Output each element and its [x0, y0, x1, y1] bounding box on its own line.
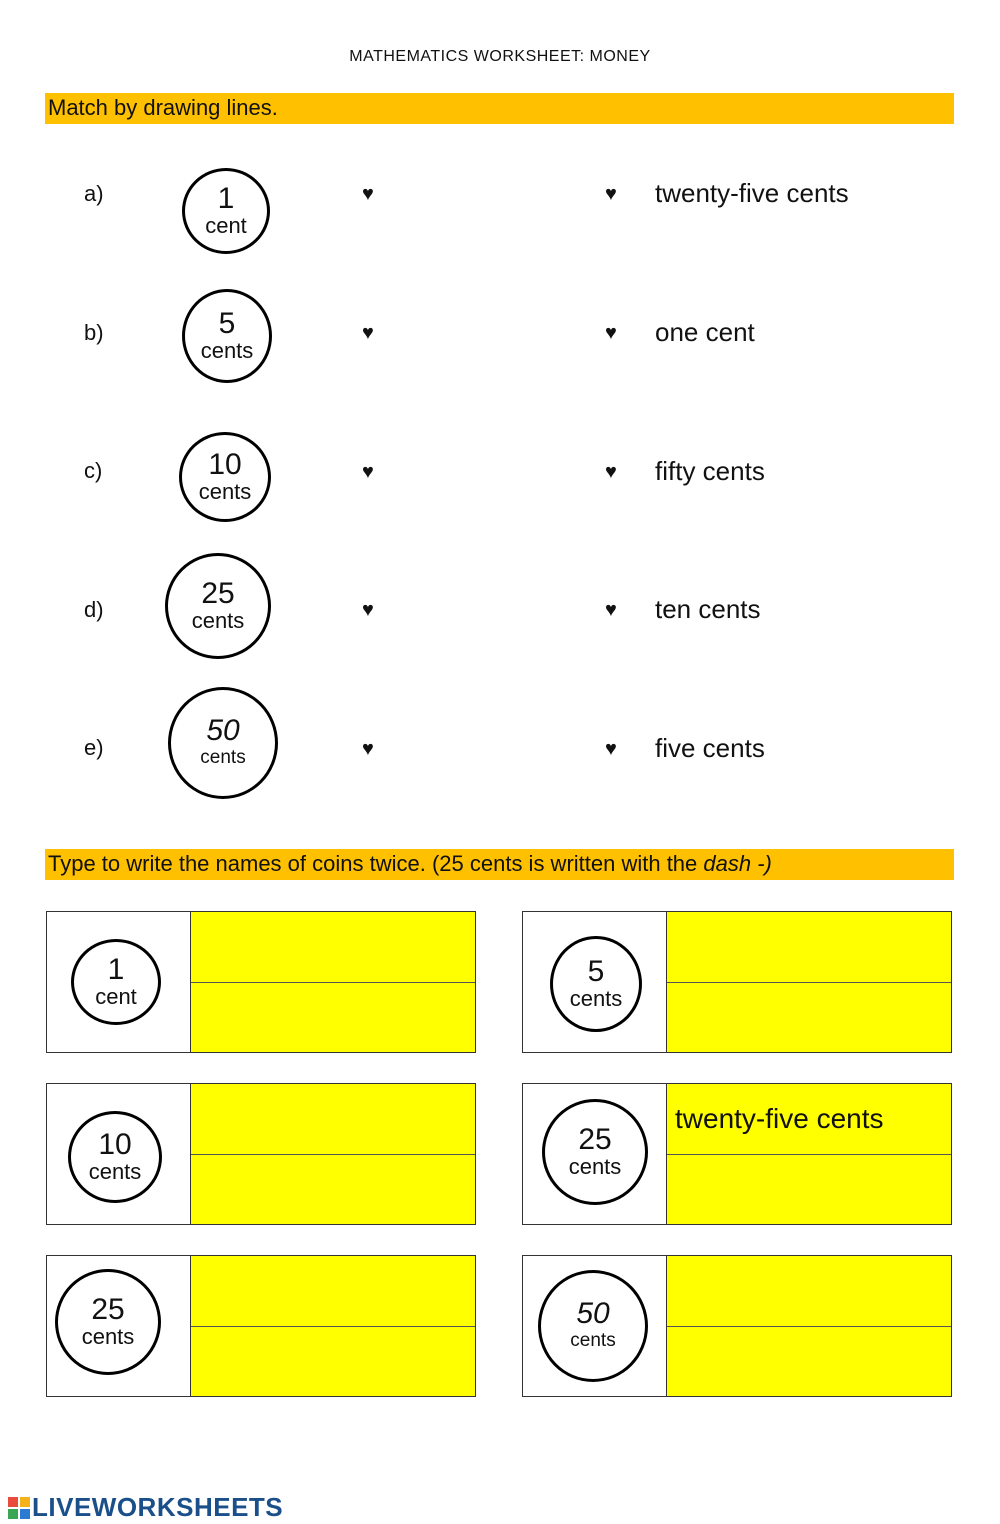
answer-field-2[interactable] — [191, 1326, 475, 1396]
coin-value: 50 — [206, 714, 240, 747]
coin-value: 1 — [217, 182, 235, 215]
coin-unit: cents — [81, 1324, 135, 1349]
row-label: e) — [84, 735, 104, 760]
section-heading-emphasis: dash -) — [703, 851, 772, 876]
coin-unit: cents — [198, 479, 252, 504]
answer-field-1[interactable] — [667, 1256, 951, 1326]
coin-card — [522, 911, 952, 1053]
coin-value: 10 — [98, 1128, 132, 1161]
coin-icon — [550, 936, 642, 1032]
coin-icon — [182, 289, 272, 383]
answer-text: twenty-five cents — [655, 178, 849, 208]
right-match-dot[interactable]: ♥ — [605, 461, 617, 483]
card-coin-area — [523, 912, 666, 1052]
card-answer-area — [190, 1256, 475, 1396]
card-coin-area — [523, 1256, 666, 1396]
coin-icon — [68, 1111, 162, 1203]
answer-field-2[interactable] — [191, 1154, 475, 1224]
section-heading-match: Match by drawing lines. — [45, 93, 954, 124]
answer-field-2[interactable] — [667, 1154, 951, 1224]
answer-field-1[interactable] — [191, 912, 475, 982]
coin-card — [522, 1083, 952, 1225]
answer-text: one cent — [655, 317, 755, 347]
answer-field-1[interactable]: twenty-five cents — [667, 1084, 951, 1154]
card-answer-area — [666, 1256, 951, 1396]
card-coin-area — [47, 1256, 190, 1396]
coin-value: 25 — [91, 1293, 125, 1326]
left-match-dot[interactable]: ♥ — [362, 738, 374, 760]
right-match-dot[interactable]: ♥ — [605, 599, 617, 621]
right-match-dot[interactable]: ♥ — [605, 322, 617, 344]
section-heading-text: Type to write the names of coins twice. (25 cents is written with the — [48, 851, 704, 876]
coin-icon — [55, 1269, 161, 1375]
coin-icon — [179, 432, 271, 522]
answer-field-1[interactable] — [191, 1256, 475, 1326]
answer-field-2[interactable] — [667, 982, 951, 1052]
answer-field-2[interactable] — [667, 1326, 951, 1396]
coin-value: 25 — [578, 1123, 612, 1156]
coin-card — [46, 911, 476, 1053]
answer-text: five cents — [655, 733, 765, 763]
coin-icon — [71, 939, 161, 1025]
coin-card — [46, 1083, 476, 1225]
card-coin-area — [47, 1084, 190, 1224]
answer-text: ten cents — [655, 594, 761, 624]
row-label: c) — [84, 458, 103, 483]
card-answer-area — [190, 1084, 475, 1224]
card-answer-area — [666, 1084, 951, 1224]
section-heading-type — [45, 849, 954, 880]
left-match-dot[interactable]: ♥ — [362, 322, 374, 344]
coin-unit: cent — [95, 984, 137, 1009]
coin-value: 1 — [107, 953, 125, 986]
answer-field-1[interactable] — [191, 1084, 475, 1154]
coin-icon — [182, 168, 270, 254]
coin-card — [46, 1255, 476, 1397]
coin-unit: cents — [200, 338, 254, 363]
right-match-dot[interactable]: ♥ — [605, 183, 617, 205]
coin-unit: cents — [569, 986, 623, 1011]
answer-field-1[interactable] — [667, 912, 951, 982]
right-match-dot[interactable]: ♥ — [605, 738, 617, 760]
footer-brand: LIVEWORKSHEETS — [32, 1492, 284, 1522]
coin-icon — [165, 553, 271, 659]
row-label: b) — [84, 320, 104, 345]
row-label: a) — [84, 181, 104, 206]
row-label: d) — [84, 597, 104, 622]
coin-value: 50 — [576, 1297, 610, 1330]
coin-card — [522, 1255, 952, 1397]
card-answer-area — [190, 912, 475, 1052]
coin-unit: cents — [570, 1330, 616, 1351]
coin-value: 5 — [587, 955, 605, 988]
card-answer-area — [666, 912, 951, 1052]
left-match-dot[interactable]: ♥ — [362, 461, 374, 483]
answer-field-2[interactable] — [191, 982, 475, 1052]
footer-logo[interactable] — [8, 1492, 283, 1523]
coin-icon — [542, 1099, 648, 1205]
page-title: MATHEMATICS WORKSHEET: MONEY — [349, 48, 651, 65]
coin-unit: cents — [568, 1154, 622, 1179]
coin-value: 10 — [208, 448, 242, 481]
coin-unit: cents — [200, 747, 246, 768]
coin-icon — [538, 1270, 648, 1382]
left-match-dot[interactable]: ♥ — [362, 183, 374, 205]
coin-unit: cent — [205, 213, 247, 238]
coin-value: 25 — [201, 577, 235, 610]
left-match-dot[interactable]: ♥ — [362, 599, 374, 621]
liveworksheets-logo-icon — [8, 1497, 30, 1519]
coin-unit: cents — [88, 1159, 142, 1184]
card-coin-area — [523, 1084, 666, 1224]
card-coin-area — [47, 912, 190, 1052]
coin-icon — [168, 687, 278, 799]
coin-unit: cents — [191, 608, 245, 633]
answer-text: fifty cents — [655, 456, 765, 486]
coin-value: 5 — [218, 307, 236, 340]
